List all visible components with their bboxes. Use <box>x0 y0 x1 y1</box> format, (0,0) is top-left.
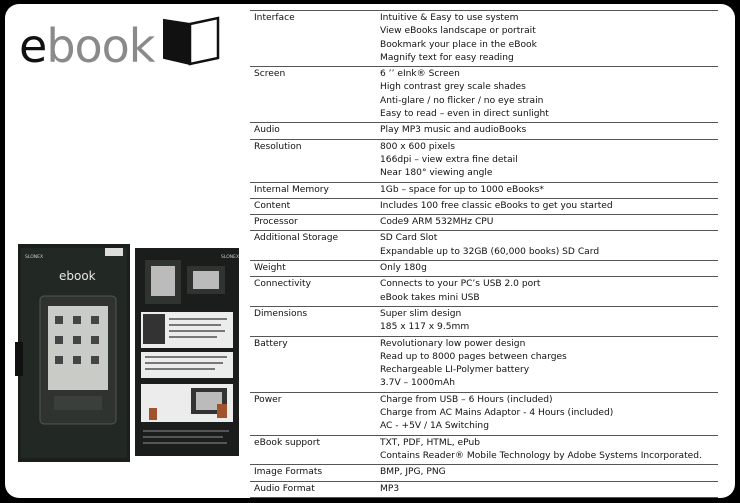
product-box-photo <box>13 244 243 464</box>
box-logo: ebook <box>59 269 96 283</box>
spec-values <box>380 308 718 335</box>
spec-row <box>250 276 718 306</box>
spec-value: 166dpi – view extra fine detail <box>380 154 518 165</box>
box-brand: SLONEX <box>25 255 44 260</box>
logo-text-e: e <box>19 19 47 73</box>
spec-label: Audio Format <box>254 483 315 494</box>
spec-row <box>250 481 718 498</box>
spec-row <box>250 198 718 214</box>
spec-value: Charge from USB – 6 Hours (included) <box>380 394 553 405</box>
spec-value: Magnify text for easy reading <box>380 52 514 63</box>
spec-values <box>380 278 718 305</box>
spec-label: Additional Storage <box>254 233 339 244</box>
box-back-brand: SLONEX <box>221 255 240 260</box>
spec-value: High contrast grey scale shades <box>380 82 526 93</box>
spec-row <box>250 260 718 276</box>
spec-value: Connects to your PC’s USB 2.0 port <box>380 279 541 290</box>
spec-values <box>380 466 718 479</box>
spec-row <box>250 66 718 122</box>
spec-label: Battery <box>254 338 288 349</box>
spec-row <box>250 182 718 198</box>
spec-row <box>250 10 718 66</box>
spec-value: Includes 100 free classic eBooks to get you started <box>380 200 613 211</box>
spec-value: View eBooks landscape or portrait <box>380 26 536 37</box>
book-icon <box>160 14 222 68</box>
spec-value: Expandable up to 32GB (60,000 books) SD Card <box>380 246 600 257</box>
spec-label: Resolution <box>254 141 302 152</box>
ebook-logo <box>19 14 222 72</box>
spec-label: Processor <box>254 217 298 228</box>
logo-text-book: book <box>46 19 155 73</box>
spec-row <box>250 336 718 392</box>
spec-value: 6 ’’ eInk® Screen <box>380 69 460 80</box>
spec-label: Interface <box>254 13 295 23</box>
spec-values <box>380 262 718 275</box>
spec-values <box>380 338 718 391</box>
spec-label: Image Formats <box>254 467 323 478</box>
spec-label: Content <box>254 200 291 211</box>
spec-row <box>250 122 718 138</box>
spec-values <box>380 68 718 121</box>
spec-value: Code9 ARM 532MHz CPU <box>380 217 494 228</box>
spec-values <box>380 124 718 137</box>
spec-value: TXT, PDF, HTML, ePub <box>380 437 480 448</box>
spec-values <box>380 483 718 496</box>
spec-value: Easy to read – even in direct sunlight <box>380 109 549 120</box>
spec-table <box>250 10 718 498</box>
spec-value: AC - +5V / 1A Switching <box>380 421 489 432</box>
spec-value: Contains Reader® Mobile Technology by Adobe Systems Incorporated. <box>380 450 702 461</box>
spec-label: Audio <box>254 125 280 136</box>
spec-value: 185 x 117 x 9.5mm <box>380 322 470 333</box>
spec-values <box>380 437 718 464</box>
spec-values <box>380 200 718 213</box>
spec-label: eBook support <box>254 437 321 448</box>
spec-label: Dimensions <box>254 308 308 319</box>
spec-value: MP3 <box>380 483 400 494</box>
spec-label: Connectivity <box>254 279 311 290</box>
spec-row <box>250 139 718 182</box>
spec-row <box>250 392 718 435</box>
spec-row <box>250 306 718 336</box>
spec-row <box>250 464 718 480</box>
spec-value: SD Card Slot <box>380 233 438 244</box>
spec-values <box>380 232 718 259</box>
spec-values <box>380 184 718 197</box>
spec-value: Read up to 8000 pages between charges <box>380 351 567 362</box>
spec-label: Internal Memory <box>254 184 329 195</box>
spec-value: Only 180g <box>380 263 427 274</box>
logo-text <box>19 20 154 72</box>
spec-sheet <box>5 4 735 498</box>
spec-row <box>250 435 718 465</box>
spec-value: Rechargeable LI-Polymer battery <box>380 365 530 376</box>
spec-row <box>250 230 718 260</box>
spec-value: eBook takes mini USB <box>380 292 480 303</box>
spec-value: Bookmark your place in the eBook <box>380 39 537 50</box>
spec-label: Screen <box>254 69 286 80</box>
spec-value: Intuitive & Easy to use system <box>380 13 519 23</box>
spec-value: Near 180° viewing angle <box>380 168 493 179</box>
spec-row <box>250 214 718 230</box>
spec-value: Charge from AC Mains Adaptor - 4 Hours (included) <box>380 408 614 419</box>
spec-value: Play MP3 music and audioBooks <box>380 125 527 136</box>
spec-value: BMP, JPG, PNG <box>380 467 446 478</box>
spec-value: Super slim design <box>380 308 462 319</box>
spec-label: Weight <box>254 263 286 274</box>
spec-values <box>380 216 718 229</box>
spec-value: 3.7V – 1000mAh <box>380 378 455 389</box>
spec-values <box>380 394 718 434</box>
spec-label: Power <box>254 394 282 405</box>
spec-value: 800 x 600 pixels <box>380 141 456 152</box>
spec-value: Anti-glare / no flicker / no eye strain <box>380 95 544 106</box>
spec-values <box>380 141 718 181</box>
spec-values <box>380 12 718 65</box>
spec-value: 1Gb – space for up to 1000 eBooks* <box>380 184 544 195</box>
spec-value: Revolutionary low power design <box>380 338 526 349</box>
